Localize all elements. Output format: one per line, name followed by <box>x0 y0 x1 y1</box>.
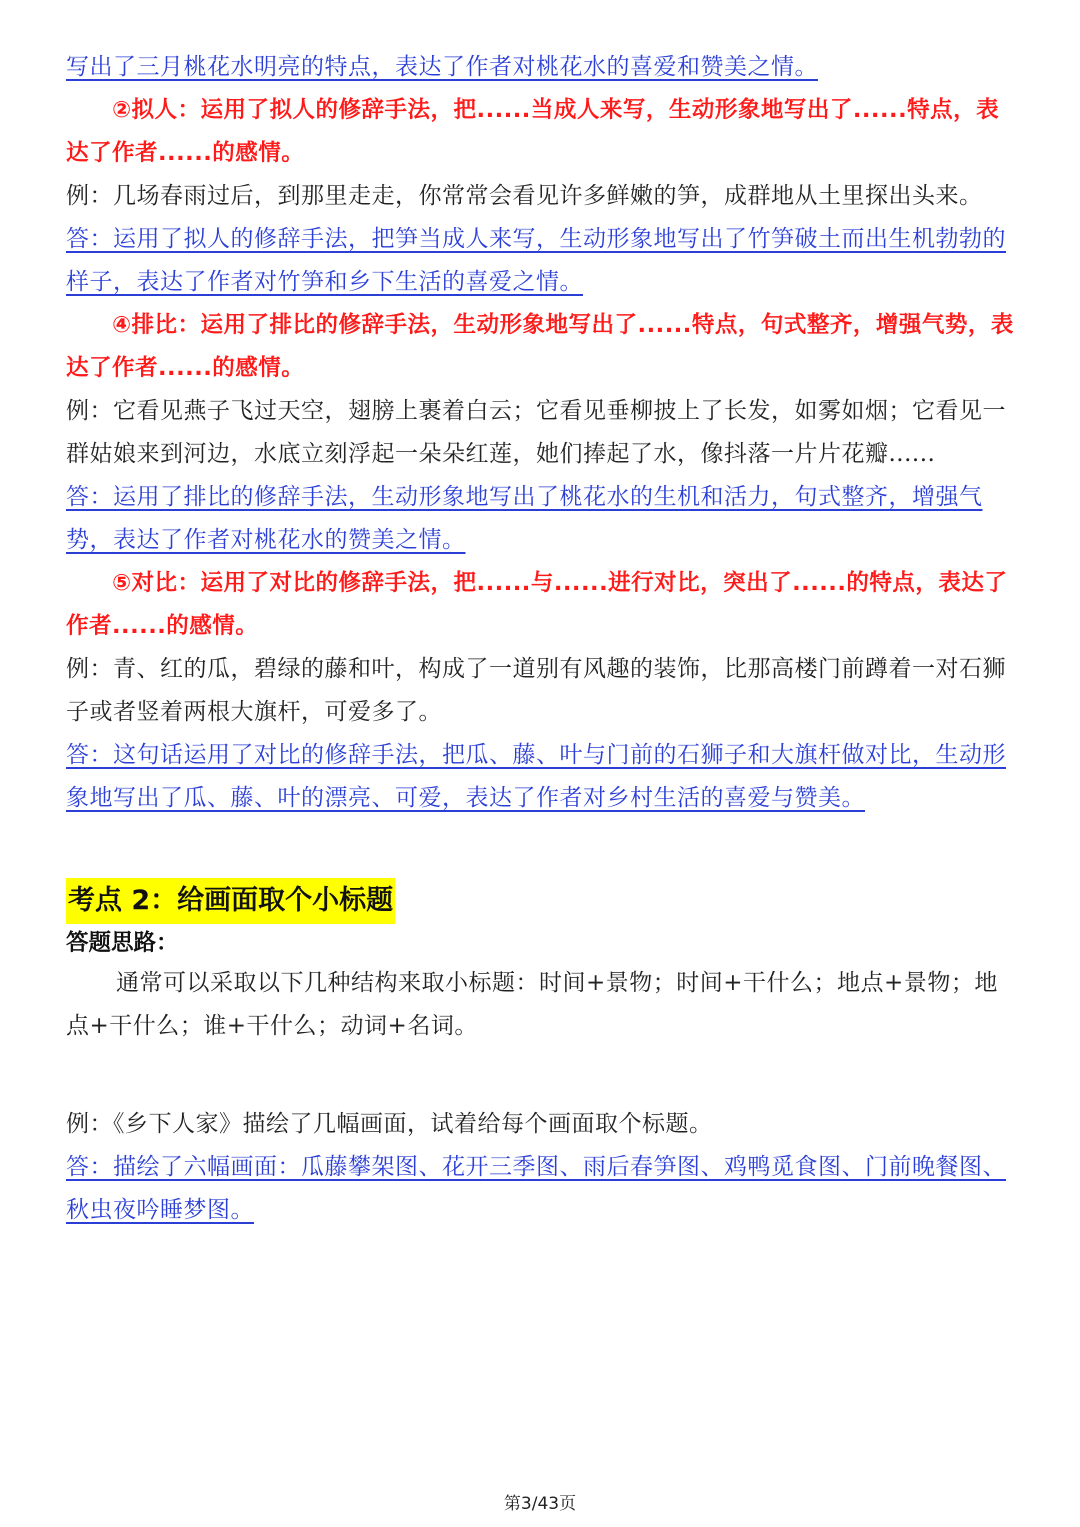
example-contrast: 例：青、红的瓜，碧绿的藤和叶，构成了一道别有风趣的装饰，比那高楼门前蹲着一对石狮子或者竖着两根大旗杆，可爱多了。 <box>66 656 1006 725</box>
answer-parallelism: 答：运用了排比的修辞手法，生动形象地写出了桃花水的生机和活力，句式整齐，增强气势，表达了作者对桃花水的赞美之情。 <box>66 484 983 553</box>
method-paragraph: 通常可以采取以下几种结构来取小标题：时间+景物；时间+干什么；地点+景物；地点+干什么；谁+干什么；动词+名词。 <box>66 970 998 1039</box>
rule-contrast: ⑤对比：运用了对比的修辞手法，把......与......进行对比，突出了......的特点，表达了作者......的感情。 <box>66 570 1008 639</box>
spacer <box>66 1048 1016 1103</box>
example-titles: 例：《乡下人家》描绘了几幅画面，试着给每个画面取个标题。 <box>66 1111 713 1137</box>
answer-personification: 答：运用了拟人的修辞手法，把笋当成人来写，生动形象地写出了竹笋破土而出生机勃勃的样子，表达了作者对竹笋和乡下生活的喜爱之情。 <box>66 226 1006 295</box>
document-page <box>66 46 1016 1232</box>
answer-contrast: 答：这句话运用了对比的修辞手法，把瓜、藤、叶与门前的石狮子和大旗杆做对比，生动形象地写出了瓜、藤、叶的漂亮、可爱，表达了作者对乡村生活的喜爱与赞美。 <box>66 742 1006 811</box>
rule-personification: ②拟人：运用了拟人的修辞手法，把......当成人来写，生动形象地写出了......特点，表达了作者......的感情。 <box>66 97 1000 166</box>
section-heading: 考点 2：给画面取个小标题 <box>66 878 395 924</box>
answer-titles: 答：描绘了六幅画面：瓜藤攀架图、花开三季图、雨后春笋图、鸡鸭觅食图、门前晚餐图、秋虫夜吟睡梦图。 <box>66 1154 1006 1223</box>
answer-line: 写出了三月桃花水明亮的特点，表达了作者对桃花水的喜爱和赞美之情。 <box>66 54 818 80</box>
example-parallelism: 例：它看见燕子飞过天空，翅膀上裹着白云；它看见垂柳披上了长发，如雾如烟；它看见一群姑娘来到河边，水底立刻浮起一朵朵红莲，她们捧起了水，像抖落一片片花瓣...... <box>66 398 1006 467</box>
sub-heading: 答题思路： <box>66 930 179 956</box>
rule-parallelism: ④排比：运用了排比的修辞手法，生动形象地写出了......特点，句式整齐，增强气势，表达了作者......的感情。 <box>66 312 1014 381</box>
example-personification: 例：几场春雨过后，到那里走走，你常常会看见许多鲜嫩的笋，成群地从土里探出头来。 <box>66 183 983 209</box>
page-number: 第3/43页 <box>503 1494 577 1514</box>
